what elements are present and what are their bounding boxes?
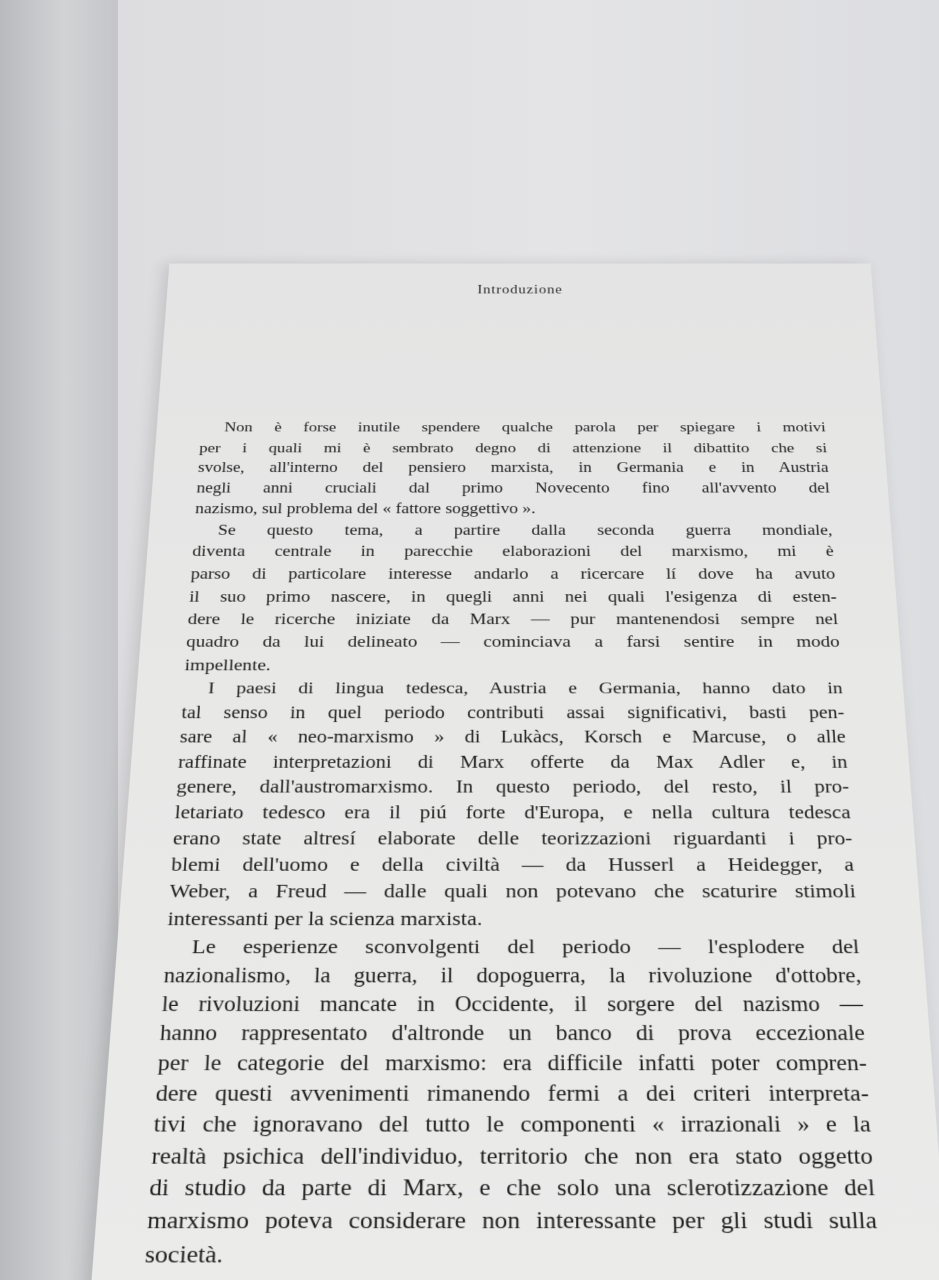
text-line: quadro da lui delineato — cominciava a farsi sentire in modo [185,632,841,651]
running-head: Introduzione [477,282,563,297]
body-text [144,418,880,1271]
facing-page-edge [0,0,118,1280]
text-line: negli anni cruciali dal primo Novecento fino all'avvento del [196,480,831,497]
text-line: il suo primo nascere, in quegli anni nei quali l'esigenza di esten- [188,587,838,606]
text-line: tal senso in quel periodo contributi assai significativi, basti pen- [180,702,845,723]
text-line: blemi dell'uomo e della civiltà — da Husserl a Heidegger, a [170,854,855,876]
text-line: sare al « neo-marxismo » di Lukàcs, Korsch e Marcuse, o alle [179,726,847,747]
text-line: realtà psichica dell'individuo, territorio che non era stato oggetto [150,1143,874,1170]
text-line: I paesi di lingua tedesca, Austria e Germania, hanno dato in [207,678,844,698]
text-line: parso di particolare interesse andarlo a ricercare lí dove ha avuto [190,564,836,583]
text-line: marxismo poteva considerare non interessante per gli studi sulla [146,1206,878,1234]
paragraph [195,418,832,520]
text-line: dere le ricerche iniziate da Marx — pur mantenendosi sempre nel [187,609,839,628]
text-line: erano state altresí elaborate delle teorizzazioni riguardanti i pro- [172,827,853,850]
paragraph [184,520,842,676]
text-line: per i quali mi è sembrato degno di attenzione il dibattito che si [198,440,828,456]
text-line: svolse, all'interno del pensiero marxista, in Germania e in Austria [197,460,829,476]
paragraph [144,933,880,1270]
text-line: di studio da parte di Marx, e che solo una sclerotizzazione del [148,1174,876,1202]
text-line: genere, dall'austromarxismo. In questo periodo, del resto, il pro- [175,776,850,797]
text-line: letariato tedesco era il piú forte d'Europa, e nella cultura tedesca [174,801,852,823]
text-line: per le categorie del marxismo: era difficile infatti poter compren- [157,1051,868,1076]
text-line: impellente. [184,655,272,674]
text-line: diventa centrale in parecchie elaborazioni del marxismo, mi è [191,543,835,560]
text-line: Se questo tema, a partire dalla seconda guerra mondiale, [217,522,833,539]
text-line: le rivoluzioni mancate in Occidente, il sorgere del nazismo — [161,992,864,1017]
text-line: società. [144,1240,224,1268]
text-line: nazionalismo, la guerra, il dopoguerra, la rivoluzione d'ottobre, [163,964,862,988]
text-line: Weber, a Freud — dalle quali non potevano che scaturire stimoli [168,881,857,903]
text-line: dere questi avvenimenti rimanendo fermi a dei criteri interpreta- [155,1081,870,1106]
text-line: nazismo, sul problema del « fattore soggettivo ». [194,501,536,517]
text-line: Non è forse inutile spendere qualche parola per spiegare i motivi [223,420,827,435]
book-page [90,264,939,1280]
text-line: raffinate interpretazioni di Marx offerte da Max Adler e, in [177,751,848,772]
text-line: hanno rappresentato d'altronde un banco di prova eccezionale [159,1021,866,1046]
text-line: tivi che ignoravano del tutto le componenti « irrazionali » e la [152,1112,872,1137]
text-line: interessanti per la scienza marxista. [166,908,483,931]
paragraph [167,677,859,934]
text-line: Le esperienze sconvolgenti del periodo — l'esplodere del [191,935,860,959]
